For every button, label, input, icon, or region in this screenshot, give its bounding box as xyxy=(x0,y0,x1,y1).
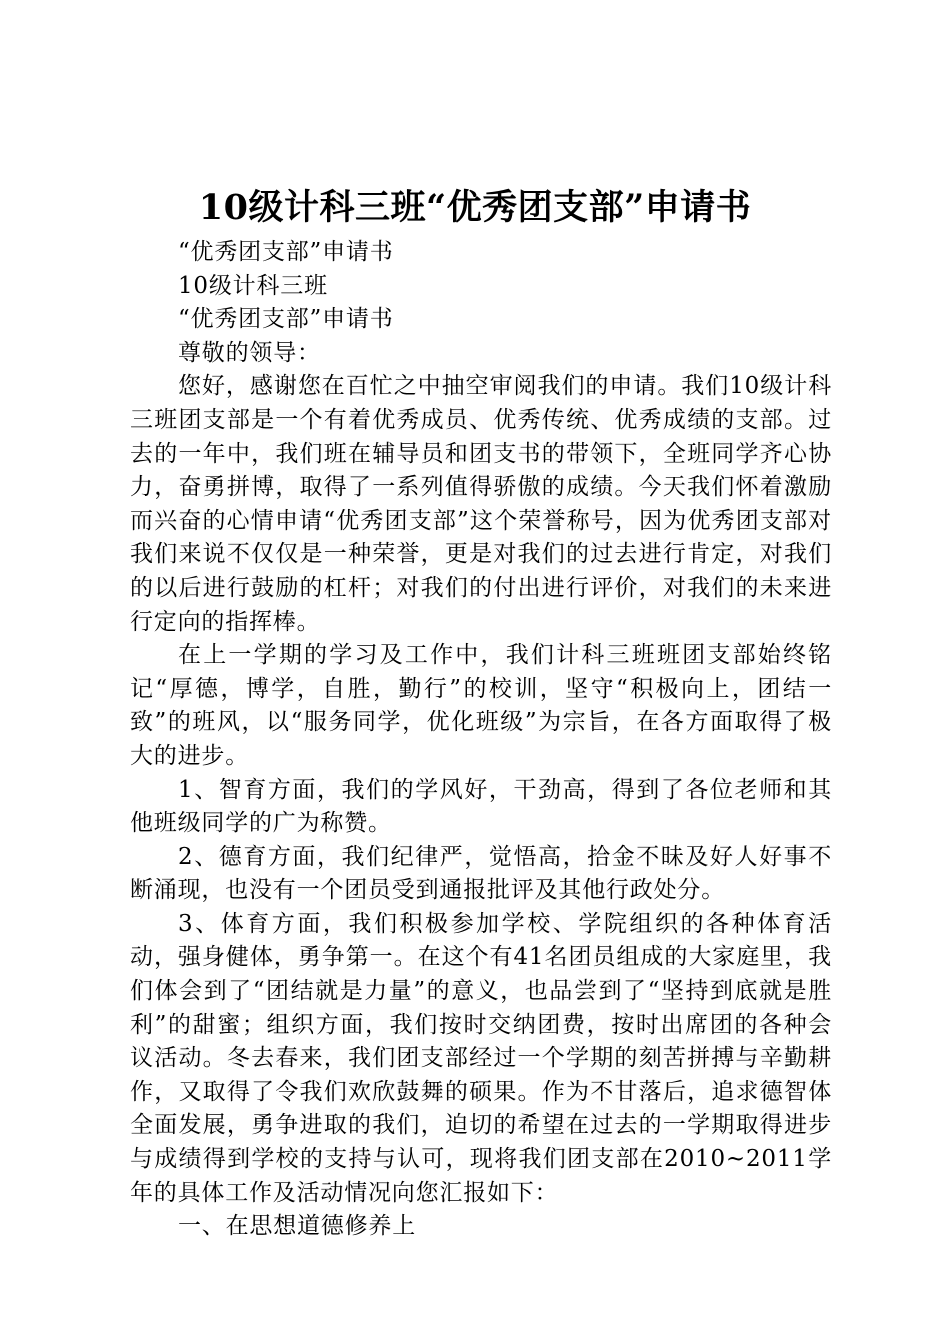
paragraph-class-name: 10级计科三班 xyxy=(178,272,328,299)
paragraph-point-1: 1、智育方面，我们的学风好，干劲高，得到了各位老师和其他班级同学的广为称赞。 xyxy=(130,776,832,837)
paragraph-motto: 在上一学期的学习及工作中，我们计科三班班团支部始终铭记“厚德，博学，自胜，勤行”的校训，坚守“积极向上，团结一致”的班风，以“服务同学，优化班级”为宗旨，在各方面取得了极大的进步。 xyxy=(130,642,832,769)
paragraph-heading-repeat-2: “优秀团支部”申请书 xyxy=(178,306,394,333)
paragraph-point-2: 2、德育方面，我们纪律严，觉悟高，拾金不昧及好人好事不断涌现，也没有一个团员受到通报批评及其他行政处分。 xyxy=(130,843,832,904)
paragraph-intro: 您好，感谢您在百忙之中抽空审阅我们的申请。我们10级计科三班团支部是一个有着优秀成员、优秀传统、优秀成绩的支部。过去的一年中，我们班在辅导员和团支书的带领下，全班同学齐心协力，奋勇拼博，取得了一系列值得骄傲的成绩。今天我们怀着激励而兴奋的心情申请“优秀团支部”这个荣誉称号，因为优秀团支部对我们来说不仅仅是一种荣誉，更是对我们的过去进行肯定，对我们的以后进行鼓励的杠杆；对我们的付出进行评价，对我们的未来进行定向的指挥棒。 xyxy=(130,373,832,635)
document-body xyxy=(130,236,832,1244)
paragraph-point-3: 3、体育方面，我们积极参加学校、学院组织的各种体育活动，强身健体，勇争第一。在这个有41名团员组成的大家庭里，我们体会到了“团结就是力量”的意义，也品尝到了“坚持到底就是胜利”的甜蜜；组织方面，我们按时交纳团费，按时出席团的各种会议活动。冬去春来，我们团支部经过一个学期的刻苦拼搏与辛勤耕作，又取得了令我们欢欣鼓舞的硕果。作为不甘落后，追求德智体全面发展，勇争进取的我们，迫切的希望在过去的一学期取得进步与成绩得到学校的支持与认可，现将我们团支部在2010~2011学年的具体工作及活动情况向您汇报如下： xyxy=(130,910,832,1206)
document-title: 10级计科三班“优秀团支部”申请书 xyxy=(198,187,752,228)
paragraph-heading-repeat: “优秀团支部”申请书 xyxy=(178,239,394,265)
paragraph-salutation: 尊敬的领导： xyxy=(178,339,321,366)
paragraph-section-1: 一、在思想道德修养上 xyxy=(178,1213,416,1240)
